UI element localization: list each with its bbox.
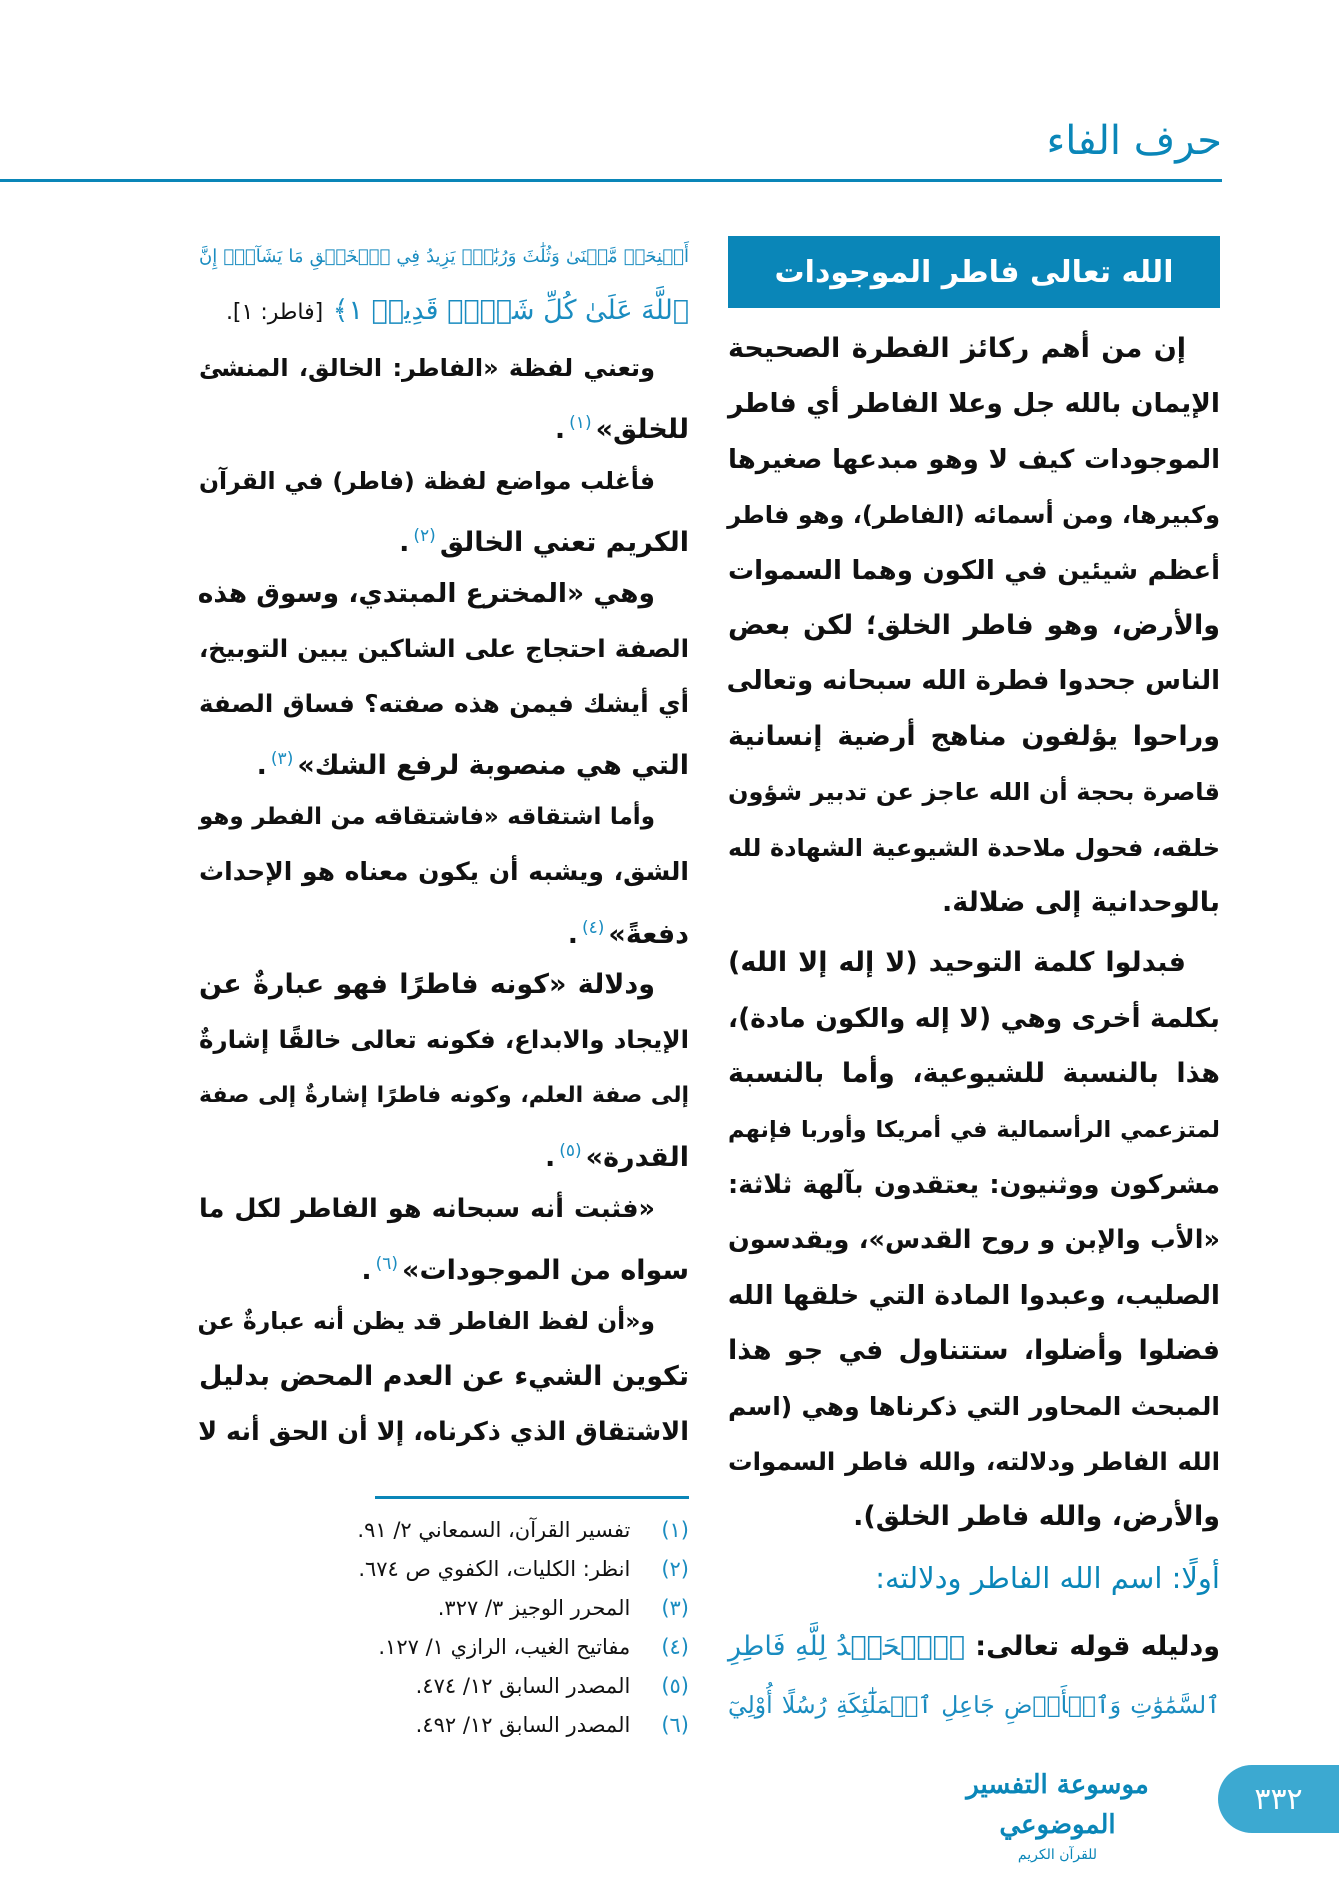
text-line <box>199 624 689 674</box>
quran-verse-line-1: أَجۡنِحَةٖ مَّثۡنَىٰ وَثُلَٰثَ وَرُبَٰعَۚ يَزِيدُ فِي ٱلۡخَلۡقِ مَا يَشَآءُۚ إِنَّ <box>199 246 689 267</box>
line-text: للخلق» <box>595 414 689 446</box>
line-text: وتعني لفظة «الفاطر: الخالق، المنشئ <box>199 354 655 382</box>
text-line <box>728 1326 1220 1376</box>
line-text: وأما اشتقاقه «فاشتقاقه من الفطر وهو <box>199 804 655 831</box>
section-title <box>728 236 1220 308</box>
line-text: دفعةً» <box>608 918 689 950</box>
line-text: بالوحدانية إلى ضلالة. <box>941 887 1220 918</box>
footnote-text: المحرر الوجيز ٣/ ٣٢٧. <box>437 1596 631 1620</box>
text-line <box>199 398 689 448</box>
line-text: تكوين الشيء عن العدم المحض بدليل <box>199 1360 689 1392</box>
footnote-item <box>438 1590 689 1626</box>
verse-citation: [فاطر: ١]. <box>225 300 324 325</box>
text-line <box>199 960 689 1010</box>
footnote-item <box>416 1707 689 1743</box>
line-text: خلقه، فحول ملاحدة الشيوعية الشهادة لله <box>728 833 1220 862</box>
line-text: «الأب والإبن و روح القدس»، ويقدسون <box>728 1225 1220 1256</box>
encyclopedia-logo <box>935 1765 1180 1863</box>
text-line <box>728 601 1220 651</box>
text-line <box>728 878 1220 928</box>
line-text: التي هي منصوبة لرفع الشك» <box>297 750 689 782</box>
text-line <box>728 324 1220 374</box>
footnote-text: المصدر السابق ١٢/ ٤٧٤. <box>415 1674 631 1698</box>
text-line <box>199 1126 689 1176</box>
line-text: الموجودات كيف لا وهو مبدعها صغيرها <box>728 444 1220 475</box>
line-text: الإيجاد والابداع، فكونه تعالى خالقًا إشارةٌ <box>199 1025 689 1055</box>
footnote-reference[interactable]: (٣) <box>270 749 294 770</box>
text-line <box>199 734 689 784</box>
text-line <box>728 712 1220 762</box>
line-text: إلى صفة العلم، وكونه فاطرًا إشارةٌ إلى صفة <box>199 1082 689 1108</box>
text-line <box>199 679 689 729</box>
subheading: أولًا: اسم الله الفاطر ودلالته: <box>875 1561 1220 1595</box>
footnote-text: المصدر السابق ١٢/ ٤٩٢. <box>415 1713 631 1737</box>
line-text: الكريم تعني الخالق <box>439 527 689 559</box>
footnote-reference[interactable]: (١) <box>569 413 592 434</box>
line-text: الشق، ويشبه أن يكون معناه هو الإحداث <box>199 857 689 887</box>
quran-verse-end: ٱللَّهَ عَلَىٰ كُلِّ شَيۡءٖ قَدِيرٞ ١﴾ <box>332 295 689 326</box>
footnote-rule <box>375 1496 689 1499</box>
text-line <box>728 546 1220 596</box>
text-line <box>728 1492 1220 1542</box>
text-line <box>199 1015 689 1065</box>
line-text: أي أيشك فيمن هذه صفته؟ فساق الصفة <box>199 689 689 719</box>
text-line <box>199 569 689 619</box>
line-text: القدرة» <box>585 1141 689 1173</box>
footnote-text: انظر: الكليات، الكفوي ص ٦٧٤. <box>358 1557 631 1581</box>
line-text: وكبيرها، ومن أسمائه (الفاطر)، وهو فاطر <box>727 501 1220 530</box>
text-line <box>728 1160 1220 1210</box>
line-text: والأرض، والله فاطر الخلق). <box>853 1501 1220 1533</box>
line-text: فبدلوا كلمة التوحيد (لا إله إلا الله) <box>728 947 1186 979</box>
line-text: الله الفاطر ودلالته، والله فاطر السموات <box>728 1447 1220 1476</box>
text-line <box>728 1382 1220 1432</box>
line-text: ودلالة «كونه فاطرًا فهو عبارةٌ عن <box>199 969 655 1001</box>
quran-verse-line-2 <box>199 286 689 336</box>
text-line <box>728 938 1220 988</box>
text-line <box>199 847 689 897</box>
footnote-item <box>378 1629 689 1665</box>
line-text: هذا بالنسبة للشيوعية، وأما بالنسبة <box>728 1058 1220 1090</box>
quran-verse-start: ﴿ٱلۡحَمۡدُ لِلَّهِ فَاطِرِ <box>728 1631 965 1662</box>
chapter-title: حرف الفاء <box>1046 118 1222 164</box>
logo-title: موسوعة التفسير الموضوعي <box>966 1770 1149 1840</box>
footnote-item <box>357 1512 689 1548</box>
line-end-punctuation: . <box>554 414 566 446</box>
header-rule <box>0 179 1222 182</box>
text-line <box>728 994 1220 1044</box>
footnote-number: (٤) <box>661 1635 689 1659</box>
footnote-reference[interactable]: (٦) <box>375 1253 399 1274</box>
text-line <box>199 1071 689 1121</box>
footnote-text: تفسير القرآن، السمعاني ٢/ ٩١. <box>357 1518 631 1542</box>
footnote-reference[interactable]: (٤) <box>581 917 605 938</box>
text-line <box>728 656 1220 706</box>
line-text: فأغلب مواضع لفظة (فاطر) في القرآن <box>199 466 655 495</box>
line-text: سواه من الموجودات» <box>402 1254 689 1286</box>
footnote-item <box>358 1551 689 1587</box>
line-text: و«أن لفظ الفاطر قد يظن أنه عبارةٌ عن <box>197 1307 655 1336</box>
line-text: بكلمة أخرى وهي (لا إله والكون مادة)، <box>728 1002 1220 1034</box>
text-line <box>728 1049 1220 1099</box>
line-text: الناس جحدوا فطرة الله سبحانه وتعالى <box>726 666 1220 697</box>
text-line <box>199 1184 689 1234</box>
text-line <box>199 1407 689 1457</box>
line-text: المبحث المحاور التي ذكرناها وهي (اسم <box>728 1391 1220 1421</box>
line-text: إن من أهم ركائز الفطرة الصحيحة <box>728 333 1186 364</box>
logo-subtitle: للقرآن الكريم <box>1017 1847 1098 1863</box>
evidence-intro: ودليله قوله تعالى: <box>975 1631 1220 1662</box>
line-end-punctuation: . <box>256 750 267 782</box>
line-text: قاصرة بحجة أن الله عاجز عن تدبير شؤون <box>728 778 1220 807</box>
text-line <box>199 903 689 953</box>
line-end-punctuation: . <box>567 918 578 950</box>
section-title-text: الله تعالى فاطر الموجودات <box>774 254 1174 290</box>
footnote-reference[interactable]: (٥) <box>559 1140 582 1161</box>
line-end-punctuation: . <box>361 1254 372 1286</box>
line-text: مشركون ووثنيون: يعتقدون بآلهة ثلاثة: <box>728 1170 1220 1200</box>
text-line <box>728 490 1220 540</box>
text-line <box>728 1271 1220 1321</box>
footnote-reference[interactable]: (٢) <box>413 526 436 547</box>
text-line <box>728 1437 1220 1487</box>
text-line <box>199 1296 689 1346</box>
text-line <box>728 767 1220 817</box>
line-text: أعظم شيئين في الكون وهما السموات <box>728 555 1220 586</box>
footnote-number: (١) <box>661 1518 689 1542</box>
line-text: الإيمان بالله جل وعلا الفاطر أي فاطر <box>728 388 1220 420</box>
footnote-item <box>416 1668 689 1704</box>
footnote-number: (٣) <box>661 1596 689 1620</box>
page-number: ٣٣٢ <box>1218 1765 1339 1833</box>
footnote-number: (٦) <box>661 1713 689 1737</box>
evidence-quran-line-2: ٱلسَّمَٰوَٰتِ وَٱلۡأَرۡضِ جَاعِلِ ٱلۡمَلَٰٓئِكَةِ رُسُلًا أُوْلِيٓ <box>728 1691 1220 1719</box>
line-text: الاشتقاق الذي ذكرناه، إلا أن الحق أنه لا <box>198 1416 689 1447</box>
text-line <box>199 456 689 506</box>
line-text: الصليب، وعبدوا المادة التي خلقها الله <box>727 1279 1220 1311</box>
text-line <box>728 1105 1220 1155</box>
text-line <box>199 1239 689 1289</box>
line-text: وهي «المخترع المبتدي، وسوق هذه <box>197 577 655 609</box>
footnote-number: (٥) <box>661 1674 689 1698</box>
line-text: والأرض، وهو فاطر الخلق؛ لكن بعض <box>728 610 1220 641</box>
text-line <box>199 511 689 561</box>
line-end-punctuation: . <box>544 1141 556 1173</box>
text-line <box>728 435 1220 485</box>
line-end-punctuation: . <box>399 527 410 559</box>
text-line <box>199 343 689 393</box>
text-line <box>728 1215 1220 1265</box>
line-text: «فثبت أنه سبحانه هو الفاطر لكل ما <box>199 1193 655 1224</box>
text-line <box>728 823 1220 873</box>
line-text: الصفة احتجاج على الشاكين يبين التوبيخ، <box>199 634 689 663</box>
footnote-number: (٢) <box>661 1557 689 1581</box>
line-text: وراحوا يؤلفون مناهج أرضية إنسانية <box>728 720 1220 752</box>
text-line <box>199 792 689 842</box>
line-text: فضلوا وأضلوا، ستتناول في جو هذا <box>728 1335 1220 1367</box>
line-text: لمتزعمي الرأسمالية في أمريكا وأوربا فإنهم <box>728 1116 1220 1143</box>
evidence-line-1 <box>728 1622 1220 1672</box>
footnote-text: مفاتيح الغيب، الرازي ١/ ١٢٧. <box>378 1635 631 1659</box>
text-line <box>199 1352 689 1402</box>
text-line <box>728 379 1220 429</box>
